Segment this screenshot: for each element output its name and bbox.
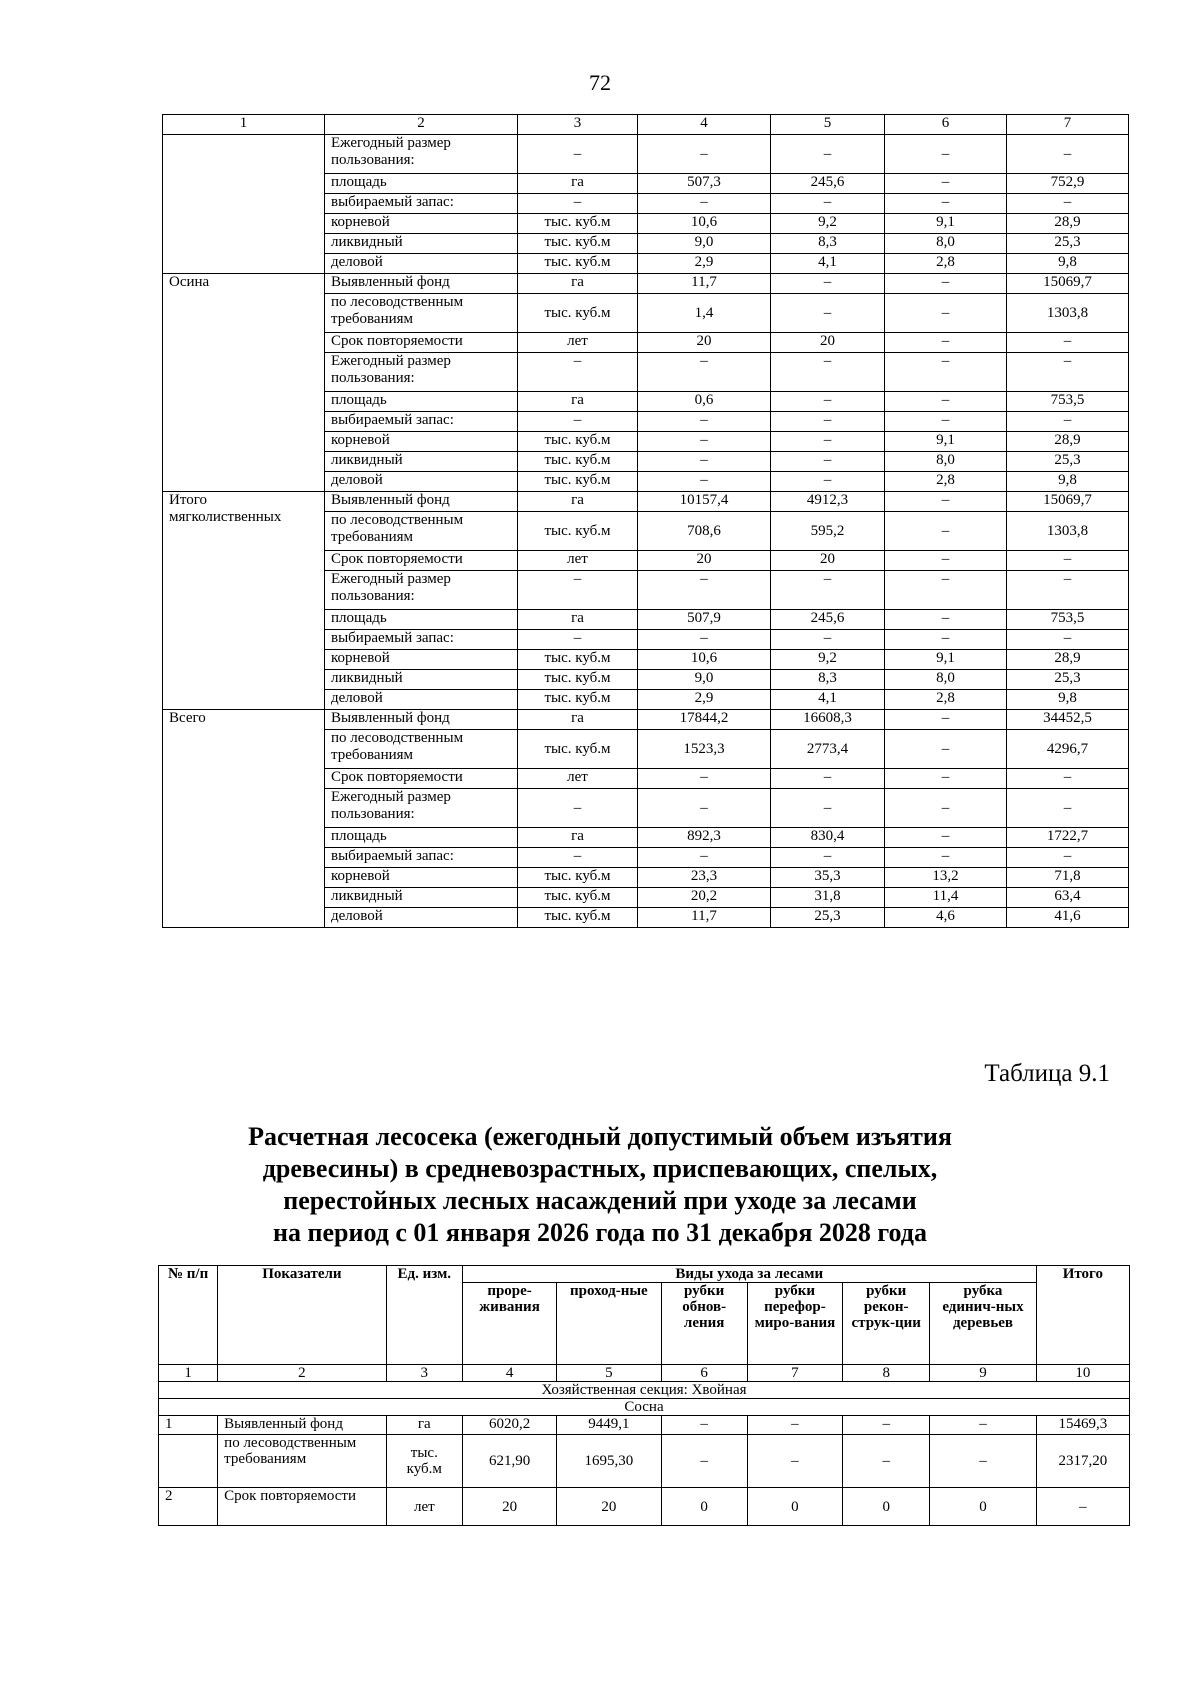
value-cell: 11,7 [638,274,771,294]
indicator-label: выбираемый запас: [325,194,518,214]
unit-cell: га [518,274,638,294]
column-number: 2 [218,1365,387,1382]
unit-cell: тыс. куб.м [518,234,638,254]
value-cell: – [771,848,885,868]
value-cell: 10,6 [638,650,771,670]
indicator-label: Ежегодный размер пользования: [325,571,518,610]
value-cell: – [1007,848,1129,868]
value-cell: 1523,3 [638,730,771,769]
column-number: 7 [1007,115,1129,135]
value-cell: 25,3 [1007,452,1129,472]
unit-cell: – [518,571,638,610]
value-cell: 9,8 [1007,472,1129,492]
unit-cell: тыс. куб.м [518,452,638,472]
value-cell: – [771,472,885,492]
unit-cell: – [518,194,638,214]
value-cell: 34452,5 [1007,710,1129,730]
value-cell: 9,0 [638,670,771,690]
value-cell: – [885,135,1007,174]
value-cell: 9,2 [771,214,885,234]
value-cell: 0 [930,1488,1036,1526]
value-cell: 752,9 [1007,174,1129,194]
value-cell: 0 [843,1488,930,1526]
header-num: № п/п [159,1266,218,1365]
header-row [159,1266,1130,1283]
header-type: проре-живания [462,1283,556,1365]
value-cell: – [771,353,885,392]
title-line: древесины) в средневозрастных, приспевающих, спелых, [262,1154,938,1183]
value-cell: – [638,769,771,789]
indicator-label: корневой [325,650,518,670]
indicator-label: Ежегодный размер пользования: [325,789,518,828]
value-cell: 20 [771,333,885,353]
unit-cell: тыс. куб.м [518,730,638,769]
value-cell: 9,1 [885,432,1007,452]
row-number [159,1435,218,1488]
value-cell: – [771,194,885,214]
column-number: 4 [462,1365,556,1382]
unit-cell: га [518,392,638,412]
value-cell: – [771,274,885,294]
value-cell: 20 [638,551,771,571]
value-cell: 20 [557,1488,661,1526]
value-cell: – [638,472,771,492]
value-cell: – [885,848,1007,868]
unit-cell: – [518,789,638,828]
table-row [163,710,1129,730]
value-cell: 25,3 [771,908,885,928]
value-cell: 621,90 [462,1435,556,1488]
value-cell: – [885,412,1007,432]
value-cell: 11,4 [885,888,1007,908]
header-type: проход-ные [557,1283,661,1365]
indicator-label: Ежегодный размер пользования: [325,353,518,392]
value-cell: – [771,630,885,650]
value-cell: 63,4 [1007,888,1129,908]
column-number: 6 [661,1365,747,1382]
column-number: 5 [771,115,885,135]
value-cell: – [638,848,771,868]
value-cell: – [638,135,771,174]
group-label: Итого мягколиственных [163,492,325,710]
title-line: на период с 01 января 2026 года по 31 декабря 2028 года [273,1218,927,1247]
table-caption: Таблица 9.1 [984,1060,1110,1087]
unit-cell: – [518,848,638,868]
column-number: 3 [518,115,638,135]
value-cell: – [771,432,885,452]
value-cell: – [885,392,1007,412]
value-cell: 8,3 [771,234,885,254]
indicator-label: корневой [325,868,518,888]
value-cell: 10,6 [638,214,771,234]
column-number: 6 [885,115,1007,135]
column-number: 8 [843,1365,930,1382]
value-cell: 0,6 [638,392,771,412]
value-cell: – [661,1435,747,1488]
indicator-label: Срок повторяемости [325,769,518,789]
value-cell: 20 [462,1488,556,1526]
indicator-label: деловой [325,908,518,928]
indicator-label: площадь [325,828,518,848]
unit-cell: – [518,412,638,432]
value-cell: 6020,2 [462,1416,556,1435]
group-label: Всего [163,710,325,928]
value-cell: – [885,710,1007,730]
indicator-label: по лесоводственным требованиям [325,730,518,769]
table-row [163,492,1129,512]
value-cell: 2,8 [885,472,1007,492]
title-line: перестойных лесных насаждений при уходе за лесами [283,1186,917,1215]
value-cell: – [638,194,771,214]
value-cell: – [771,135,885,174]
value-cell: 9,2 [771,650,885,670]
value-cell: – [638,412,771,432]
value-cell: 8,0 [885,234,1007,254]
value-cell: 4296,7 [1007,730,1129,769]
value-cell: – [885,512,1007,551]
value-cell: – [885,630,1007,650]
indicator-label: ликвидный [325,452,518,472]
value-cell: 9,1 [885,214,1007,234]
indicator-label: Срок повторяемости [325,551,518,571]
indicator-label: площадь [325,174,518,194]
header-type: рубки рекон-струк-ции [843,1283,930,1365]
group-label [163,135,325,274]
value-cell: – [1007,551,1129,571]
total-cell: – [1036,1488,1129,1526]
value-cell: 28,9 [1007,214,1129,234]
value-cell: – [638,353,771,392]
value-cell: – [1007,412,1129,432]
unit-cell: тыс. куб.м [518,512,638,551]
value-cell: 23,3 [638,868,771,888]
unit-cell: га [386,1416,462,1435]
column-number: 7 [747,1365,842,1382]
column-number-row [159,1365,1130,1382]
value-cell: 35,3 [771,868,885,888]
value-cell: – [885,333,1007,353]
unit-cell: тыс. куб.м [518,472,638,492]
value-cell: 25,3 [1007,234,1129,254]
unit-cell: тыс. куб.м [386,1435,462,1488]
value-cell: 1695,30 [557,1435,661,1488]
value-cell: – [885,353,1007,392]
value-cell: 1303,8 [1007,294,1129,333]
header-type: рубки обнов-ления [661,1283,747,1365]
table-row [163,274,1129,294]
species-row [159,1399,1130,1416]
value-cell: – [885,194,1007,214]
indicator-label: Срок повторяемости [325,333,518,353]
value-cell: 31,8 [771,888,885,908]
indicator-label: площадь [325,392,518,412]
value-cell: 4,6 [885,908,1007,928]
value-cell: – [771,294,885,333]
value-cell: 708,6 [638,512,771,551]
value-cell: – [1007,571,1129,610]
value-cell: – [885,294,1007,333]
table-row [159,1416,1130,1435]
value-cell: – [638,432,771,452]
value-cell: 830,4 [771,828,885,848]
unit-cell: тыс. куб.м [518,432,638,452]
value-cell: 71,8 [1007,868,1129,888]
value-cell: 8,0 [885,670,1007,690]
table-row [159,1488,1130,1526]
unit-cell: тыс. куб.м [518,254,638,274]
value-cell: 1303,8 [1007,512,1129,551]
row-number: 2 [159,1488,218,1526]
indicator-label: деловой [325,254,518,274]
value-cell: 4,1 [771,254,885,274]
page-number: 72 [589,70,611,95]
table-row [159,1435,1130,1488]
value-cell: 9449,1 [557,1416,661,1435]
value-cell: – [638,571,771,610]
value-cell: – [1007,789,1129,828]
value-cell: 2,8 [885,690,1007,710]
value-cell: 9,8 [1007,254,1129,274]
value-cell: 20 [771,551,885,571]
value-cell: 507,3 [638,174,771,194]
unit-cell: лет [518,333,638,353]
unit-cell: тыс. куб.м [518,294,638,333]
unit-cell: тыс. куб.м [518,670,638,690]
header-type: рубки перефор-миро-вания [747,1283,842,1365]
species-label: Сосна [159,1399,1130,1416]
value-cell: – [771,769,885,789]
value-cell: 13,2 [885,868,1007,888]
value-cell: 0 [747,1488,842,1526]
value-cell: – [771,412,885,432]
section-row [159,1382,1130,1399]
group-label: Осина [163,274,325,492]
unit-cell: лет [386,1488,462,1526]
value-cell: 11,7 [638,908,771,928]
unit-cell: тыс. куб.м [518,690,638,710]
header-total: Итого [1036,1266,1129,1365]
value-cell: 25,3 [1007,670,1129,690]
indicator-label: выбираемый запас: [325,630,518,650]
value-cell: – [843,1416,930,1435]
column-number-row [163,115,1129,135]
value-cell: – [1007,333,1129,353]
value-cell: – [1007,630,1129,650]
value-cell: 2,9 [638,690,771,710]
continuation-table [162,114,1129,928]
unit-cell: тыс. куб.м [518,888,638,908]
indicator-label: выбираемый запас: [325,412,518,432]
table-title [0,1121,1200,1249]
title-line: Расчетная лесосека (ежегодный допустимый объем изъятия [248,1122,952,1151]
indicator-label: по лесоводственным требованиям [218,1435,387,1488]
value-cell: – [771,452,885,472]
value-cell: – [930,1435,1036,1488]
header-type: рубка единич-ных деревьев [930,1283,1036,1365]
total-cell: 15469,3 [1036,1416,1129,1435]
column-number: 9 [930,1365,1036,1382]
indicator-label: Выявленный фонд [218,1416,387,1435]
value-cell: 28,9 [1007,432,1129,452]
column-number: 1 [163,115,325,135]
header-unit: Ед. изм. [386,1266,462,1365]
value-cell: 9,8 [1007,690,1129,710]
value-cell: – [885,730,1007,769]
value-cell: – [771,392,885,412]
value-cell: 9,0 [638,234,771,254]
value-cell: 16608,3 [771,710,885,730]
row-number: 1 [159,1416,218,1435]
table-row [163,135,1129,174]
value-cell: 20 [638,333,771,353]
indicator-label: Выявленный фонд [325,274,518,294]
value-cell: 4,1 [771,690,885,710]
indicator-label: деловой [325,472,518,492]
value-cell: – [1007,135,1129,174]
unit-cell: тыс. куб.м [518,868,638,888]
unit-cell: тыс. куб.м [518,214,638,234]
value-cell: – [885,828,1007,848]
value-cell: 245,6 [771,610,885,630]
value-cell: – [885,789,1007,828]
value-cell: – [843,1435,930,1488]
unit-cell: га [518,492,638,512]
value-cell: – [930,1416,1036,1435]
value-cell: – [638,452,771,472]
value-cell: 0 [661,1488,747,1526]
value-cell: 8,0 [885,452,1007,472]
value-cell: 2,8 [885,254,1007,274]
value-cell: 8,3 [771,670,885,690]
value-cell: – [771,789,885,828]
indicator-label: корневой [325,214,518,234]
indicator-label: ликвидный [325,670,518,690]
indicator-label: Выявленный фонд [325,710,518,730]
indicator-label: Срок повторяемости [218,1488,387,1526]
value-cell: – [1007,194,1129,214]
unit-cell: тыс. куб.м [518,908,638,928]
value-cell: 9,1 [885,650,1007,670]
header-indicators: Показатели [218,1266,387,1365]
value-cell: – [885,492,1007,512]
value-cell: 4912,3 [771,492,885,512]
unit-cell: лет [518,769,638,789]
value-cell: – [885,769,1007,789]
header-care-types: Виды ухода за лесами [462,1266,1036,1283]
value-cell: 892,3 [638,828,771,848]
value-cell: 245,6 [771,174,885,194]
value-cell: – [885,610,1007,630]
value-cell: – [661,1416,747,1435]
value-cell: 753,5 [1007,610,1129,630]
column-number: 10 [1036,1365,1129,1382]
value-cell: – [1007,353,1129,392]
value-cell: – [747,1416,842,1435]
column-number: 5 [557,1365,661,1382]
value-cell: 41,6 [1007,908,1129,928]
indicator-label: деловой [325,690,518,710]
value-cell: 20,2 [638,888,771,908]
unit-cell: – [518,135,638,174]
value-cell: 507,9 [638,610,771,630]
value-cell: 1722,7 [1007,828,1129,848]
value-cell: 595,2 [771,512,885,551]
unit-cell: лет [518,551,638,571]
value-cell: 15069,7 [1007,274,1129,294]
value-cell: 28,9 [1007,650,1129,670]
indicator-label: Выявленный фонд [325,492,518,512]
value-cell: 1,4 [638,294,771,333]
estimated-cutting-table [158,1265,1130,1526]
unit-cell: тыс. куб.м [518,650,638,670]
value-cell: 2773,4 [771,730,885,769]
column-number: 2 [325,115,518,135]
column-number: 4 [638,115,771,135]
indicator-label: корневой [325,432,518,452]
value-cell: – [885,274,1007,294]
unit-cell: га [518,710,638,730]
indicator-label: по лесоводственным требованиям [325,294,518,333]
value-cell: 15069,7 [1007,492,1129,512]
unit-cell: – [518,353,638,392]
indicator-label: ликвидный [325,888,518,908]
value-cell: 10157,4 [638,492,771,512]
unit-cell: га [518,610,638,630]
value-cell: – [747,1435,842,1488]
indicator-label: площадь [325,610,518,630]
section-label: Хозяйственная секция: Хвойная [159,1382,1130,1399]
unit-cell: га [518,174,638,194]
column-number: 1 [159,1365,218,1382]
unit-cell: га [518,828,638,848]
value-cell: 2,9 [638,254,771,274]
indicator-label: выбираемый запас: [325,848,518,868]
value-cell: 17844,2 [638,710,771,730]
value-cell: – [885,571,1007,610]
value-cell: – [638,789,771,828]
value-cell: 753,5 [1007,392,1129,412]
indicator-label: ликвидный [325,234,518,254]
value-cell: – [1007,769,1129,789]
column-number: 3 [386,1365,462,1382]
indicator-label: по лесоводственным требованиям [325,512,518,551]
unit-cell: – [518,630,638,650]
total-cell: 2317,20 [1036,1435,1129,1488]
value-cell: – [638,630,771,650]
indicator-label: Ежегодный размер пользования: [325,135,518,174]
value-cell: – [885,551,1007,571]
value-cell: – [885,174,1007,194]
value-cell: – [771,571,885,610]
